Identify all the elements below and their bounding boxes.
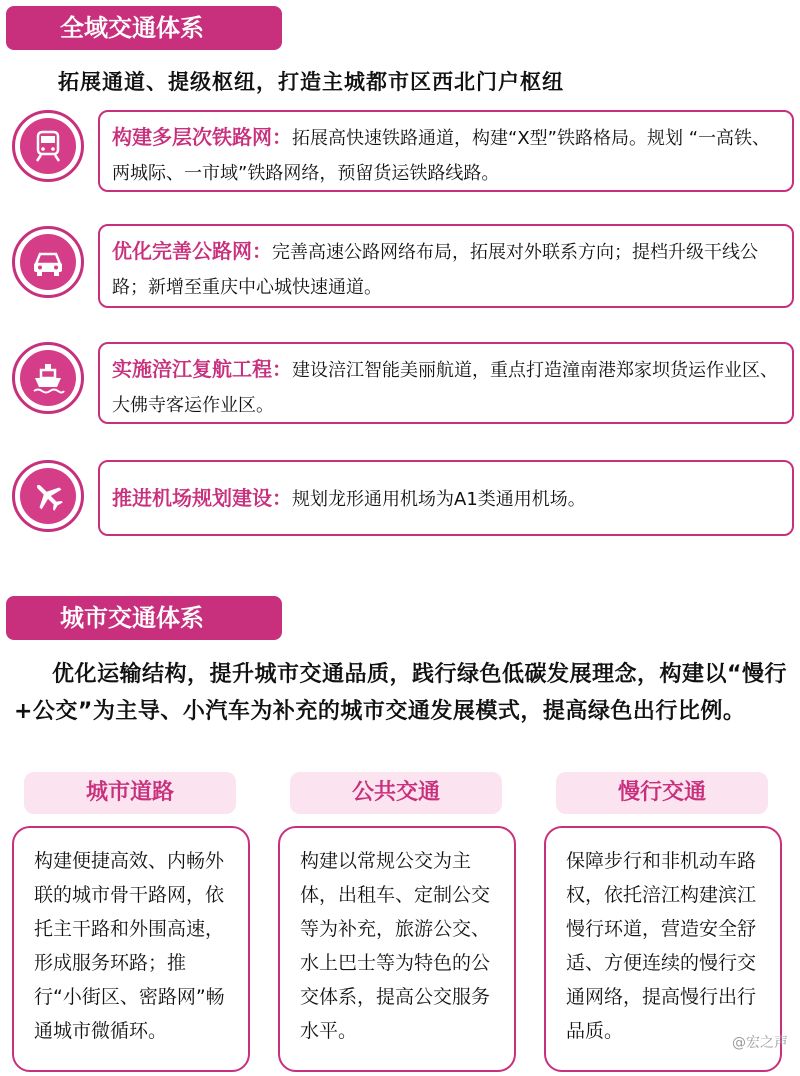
highway-text: 完善高速公路网络布局，拓展对外联系方向；提档升级干线公路；新增至重庆中心城快速通道。 xyxy=(112,242,758,298)
col-head-transit: 公共交通 xyxy=(290,772,502,814)
col-box-transit: 构建以常规公交为主体，出租车、定制公交等为补充，旅游公交、水上巴士等为特色的公交体系，提高公交服务水平。 xyxy=(278,826,516,1072)
waterway-keyword: 实施涪江复航工程： xyxy=(112,357,292,381)
section-tag-urban: 城市交通体系 xyxy=(6,596,282,640)
airport-text: 规划龙形通用机场为A1类通用机场。 xyxy=(292,489,586,510)
section-subtitle: 拓展通道、提级枢纽，打造主城都市区西北门户枢纽 xyxy=(58,70,564,94)
highway-keyword: 优化完善公路网： xyxy=(112,239,272,263)
car-icon xyxy=(30,244,66,280)
rail-keyword: 构建多层次铁路网： xyxy=(112,125,292,149)
urban-paragraph: 优化运输结构，提升城市交通品质，践行绿色低碳发展理念，构建以“慢行+公交”为主导、小汽车为补充的城市交通发展模式，提高绿色出行比例。 xyxy=(14,662,787,724)
rail-card xyxy=(98,110,794,192)
section-tag-regional: 全域交通体系 xyxy=(6,6,282,50)
train-icon xyxy=(30,128,66,164)
col-box-slow: 保障步行和非机动车路权，依托涪江构建滨江慢行环道，营造安全舒适、方便连续的慢行交通网络，提高慢行出行品质。 xyxy=(544,826,782,1072)
waterway-text: 建设涪江智能美丽航道，重点打造潼南港郑家坝货运作业区、大佛寺客运作业区。 xyxy=(112,360,778,416)
col-head-slow: 慢行交通 xyxy=(556,772,768,814)
car-icon-circle xyxy=(12,226,84,298)
airport-card xyxy=(98,460,794,536)
col-box-roads: 构建便捷高效、内畅外联的城市骨干路网，依托主干路和外围高速，形成服务环路；推行“小街区、密路网”畅通城市微循环。 xyxy=(12,826,250,1072)
highway-card xyxy=(98,224,794,308)
airport-keyword: 推进机场规划建设： xyxy=(112,486,292,510)
col-head-roads: 城市道路 xyxy=(24,772,236,814)
airplane-icon xyxy=(30,478,66,514)
ship-icon-circle xyxy=(12,342,84,414)
rail-text: 拓展高快速铁路通道，构建“X型”铁路格局。规划 “一高铁、两城际、一市域”铁路网络，预留货运铁路线路。 xyxy=(112,128,771,184)
airplane-icon-circle xyxy=(12,460,84,532)
train-icon-circle xyxy=(12,110,84,182)
watermark: @宏之声 xyxy=(732,1035,788,1051)
waterway-card xyxy=(98,342,794,424)
ship-icon xyxy=(30,360,66,396)
